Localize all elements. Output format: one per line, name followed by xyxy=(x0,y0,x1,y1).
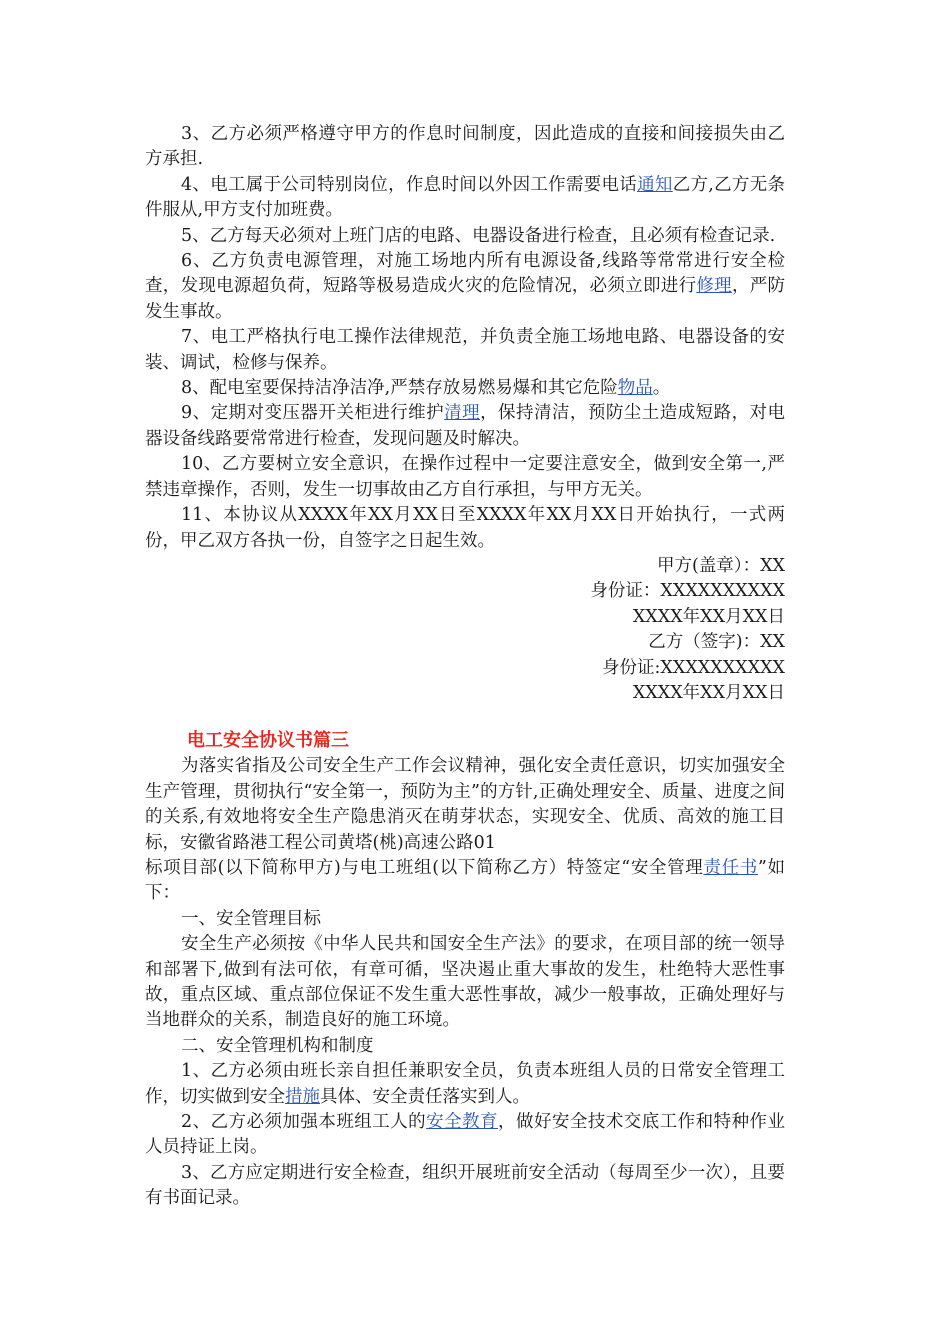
subheading-goal: 一、安全管理目标 xyxy=(181,908,321,929)
link-safety-education[interactable]: 安全教育 xyxy=(426,1112,499,1133)
link-goods[interactable]: 物品 xyxy=(617,378,653,399)
clause-10 xyxy=(145,452,785,503)
org-item-3: 3、乙方应定期进行安全检查，组织开展班前安全活动（每周至少一次），且要有书面记录。 xyxy=(145,1162,785,1209)
clause-text: 8、配电室要保持洁净洁净,严禁存放易燃易爆和其它危险 xyxy=(181,378,618,399)
clause-text: 乙方,乙方无条件服从,甲方支付加班费。 xyxy=(145,174,785,221)
clause-text: ，保持清洁，预防尘土造成短路，对电器设备线路要常常进行检查，发现问题及时解决。 xyxy=(145,403,786,449)
clause-text: 5、乙方每天必须对上班门店的电路、电器设备进行检查，且必须有检查记录. xyxy=(181,225,776,246)
goal-paragraph: 安全生产必须按《中华人民共和国安全生产法》的要求，在项目部的统一领导和部署下,做到有法可依，有章可循，坚决遏止重大事故的发生，杜绝特大恶性事故，重点区域、重点部位保证不发生重大恶性事故，减少一般事故，正确处理好与当地群众的关系，制造良好的施工环境。 xyxy=(145,934,785,1031)
clause-11 xyxy=(145,503,785,554)
link-notify[interactable]: 通知 xyxy=(637,174,673,195)
clause-text: 9、定期对变压器开关柜进行维护 xyxy=(181,403,445,424)
clause-5 xyxy=(145,224,785,249)
signature-date-b: XXXX年XX月XX日 xyxy=(632,682,785,703)
clause-9 xyxy=(145,401,785,452)
clause-4 xyxy=(145,173,785,224)
intro-paragraph: 为落实省指及公司安全生产工作会议精神，强化安全责任意识，切实加强安全生产管理，贯彻执行“安全第一，预防为主”的方针,正确处理安全、质量、进度之间的关系,有效地将安全生产隐患消灭在萌芽状态，实现安全、优质、高效的施工目标，安徽省路港工程公司黄塔(桃)高速公路01 xyxy=(145,756,785,853)
clause-7 xyxy=(145,325,785,376)
signature-id-b: 身份证:XXXXXXXXXX xyxy=(602,657,785,678)
clause-text: 。 xyxy=(652,378,671,399)
link-clean[interactable]: 清理 xyxy=(444,403,481,424)
clause-text: 4、电工属于公司特别岗位，作息时间以外因工作需要电话 xyxy=(181,174,638,195)
document-page xyxy=(145,122,785,1212)
item-text: ，做好安全技术交底工作和特种作业人员持证上岗。 xyxy=(145,1112,786,1158)
org-item-1 xyxy=(145,1059,785,1110)
signature-party-b: 乙方（签字)：XX xyxy=(648,632,785,653)
link-repair[interactable]: 修理 xyxy=(696,276,732,297)
clause-6 xyxy=(145,249,785,325)
signature-date-a: XXXX年XX月XX日 xyxy=(632,606,785,627)
clause-3 xyxy=(145,122,785,173)
link-responsibility[interactable]: 责任书 xyxy=(703,857,758,878)
clause-text: 6、乙方负责电源管理，对施工场地内所有电源设备,线路等常常进行安全检查，发现电源超负荷，短路等极易造成火灾的危险情况，必须立即进行 xyxy=(145,251,785,297)
clause-text: ，严防发生事故。 xyxy=(145,276,786,322)
item-text: 具体、安全责任落实到人。 xyxy=(320,1086,530,1107)
clause-text: 11、本协议从XXXX年XX月XX日至XXXX年XX月XX日开始执行，一式两份，甲乙双方各执一份，自签字之日起生效。 xyxy=(145,505,785,551)
signature-id-a: 身份证：XXXXXXXXXX xyxy=(590,581,785,602)
intro-continuation xyxy=(145,856,785,907)
item-text: 2、乙方必须加强本班组工人的 xyxy=(181,1112,427,1133)
signature-party-a: 甲方(盖章）：XX xyxy=(657,555,785,576)
org-item-2 xyxy=(145,1110,785,1161)
section-title: 电工安全协议书篇三 xyxy=(187,730,349,752)
clause-text: 7、电工严格执行电工操作法律规范，并负责全施工场地电路、电器设备的安装、调试，检修与保养。 xyxy=(145,327,785,373)
link-measures[interactable]: 措施 xyxy=(285,1086,320,1107)
item-text: 1、乙方必须由班长亲自担任兼职安全员，负责本班组人员的日常安全管理工作，切实做到安全 xyxy=(145,1061,785,1107)
clause-text: 3、乙方必须严格遵守甲方的作息时间制度，因此造成的直接和间接损失由乙方承担. xyxy=(145,124,785,170)
clause-text: 10、乙方要树立安全意识，在操作过程中一定要注意安全，做到安全第一,严禁违章操作，否则，发生一切事故由乙方自行承担，与甲方无关。 xyxy=(145,454,785,500)
intro-text: 标项目部(以下简称甲方)与电工班组(以下简称乙方）特签定“安全管理 xyxy=(145,857,704,878)
subheading-organization: 二、安全管理机构和制度 xyxy=(181,1035,374,1056)
intro-text: ”如下： xyxy=(145,857,786,904)
clause-8 xyxy=(145,376,785,401)
